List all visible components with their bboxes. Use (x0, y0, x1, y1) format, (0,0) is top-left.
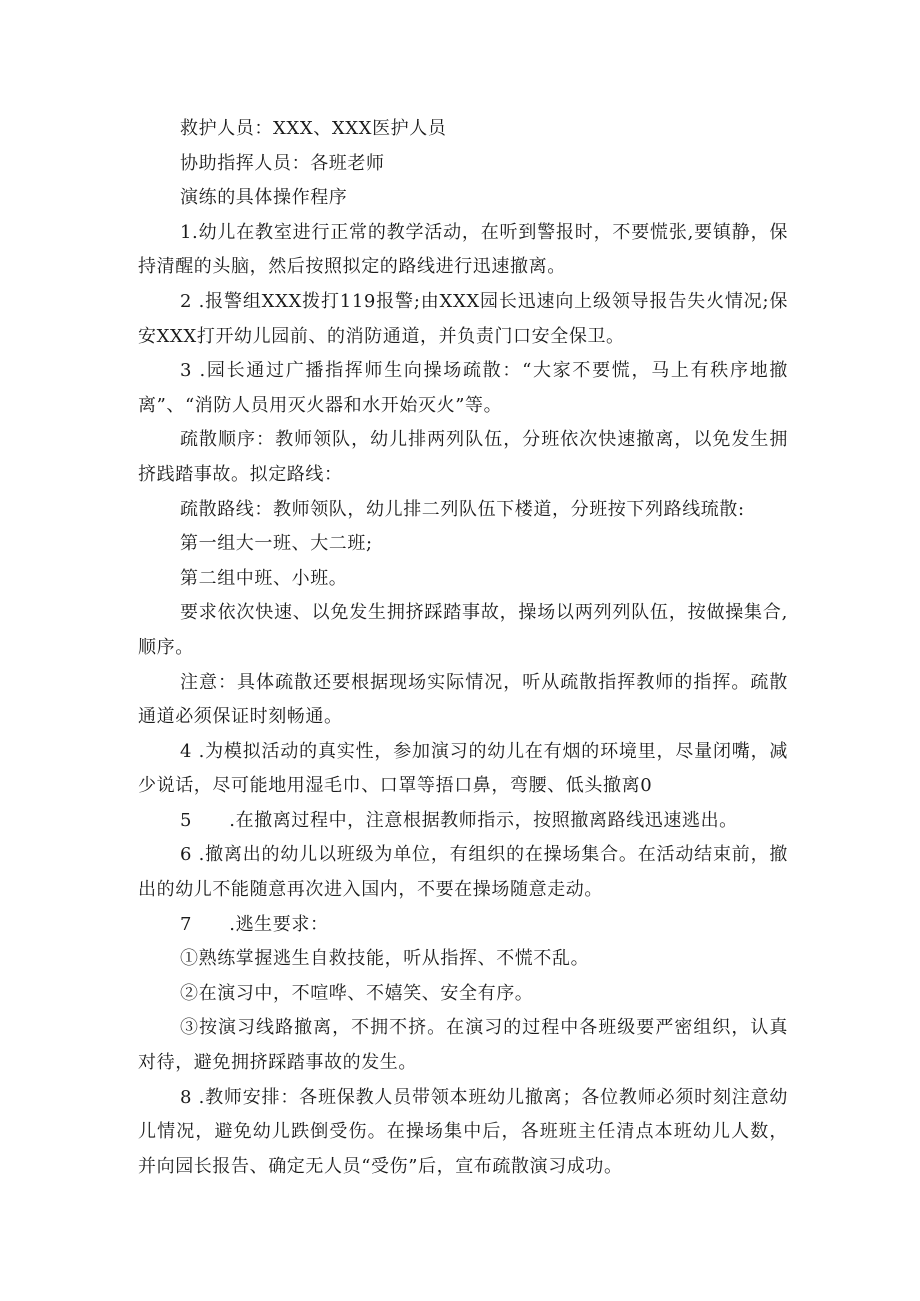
paragraph-group-1: 第一组大一班、大二班; (180, 533, 373, 555)
paragraph-step-3: 3 .园长通过广播指挥师生向操场疏散：“大家不要慌，马上有秩序地撤离”、“消防人员用灭火器和水开始灭火”等。 (138, 360, 788, 416)
paragraph-escape-item-3: ③按演习线路撤离，不拥不挤。在演习的过程中各班级要严密组织，认真对待，避免拥挤踩踏事故的发生。 (138, 1017, 788, 1074)
paragraph-escape-item-2: ②在演习中，不喧哗、不嬉笑、安全有序。 (180, 982, 534, 1004)
paragraph-evacuation-route: 疏散路线：教师领队，幼儿排二列队伍下楼道，分班按下列路线琉散: (180, 498, 745, 520)
paragraph-step-1: 1.幼儿在教室进行正常的教学活动，在听到警报时，不要慌张,要镇静，保持清醒的头脑，然后按照拟定的路线进行迅速撤离。 (138, 221, 788, 278)
paragraph-step-8: 8 .教师安排：各班保教人员带领本班幼儿撤离；各位教师必须时刻注意幼儿情况，避免幼儿跌倒受伤。在操场集中后，各班班主任清点本班幼儿人数，并向园长报告、确定无人员“受伤”后，宣布疏散演习成功。 (138, 1086, 788, 1177)
paragraph-escape-item-1: ①熟练掌握逃生自救技能，听从指挥、不慌不乱。 (180, 948, 590, 970)
paragraph-step-2: 2 .报警组XXX拨打119报警;由XXX园长迅速向上级领导报告失火情况;保安XXX打开幼儿园前、的消防通道，并负责门口安全保卫。 (138, 290, 788, 347)
paragraph-evacuation-order: 疏散顺序：教师领队，幼儿排两列队伍，分班依次快速撤离，以免发生拥挤践踏事故。拟定路线： (138, 429, 788, 485)
paragraph-rescue-staff: 救护人员：XXX、XXX医护人员 (180, 118, 447, 139)
paragraph-group-2: 第二组中班、小班。 (180, 567, 348, 589)
paragraph-step-4: 4 .为模拟活动的真实性，参加演习的幼儿在有烟的环境里，尽量闭嘴，减少说话，尽可能地用湿毛巾、口罩等捂口鼻，弯腰、低头撤离0 (138, 740, 788, 797)
paragraph-procedure-heading: 演练的具体操作程序 (180, 187, 348, 209)
paragraph-step-5: 5 .在撤离过程中，注意根据教师指示，按照撤离路线迅速逃出。 (180, 809, 738, 831)
paragraph-note: 注意：具体疏散还要根据现场实际情况，听从疏散指挥教师的指挥。疏散通道必须保证时刻畅通。 (138, 671, 788, 728)
paragraph-step-6: 6 .撤离出的幼儿以班级为单位，有组织的在操场集合。在活动结束前，撤出的幼儿不能随意再次进入国内，不要在操场随意走动。 (138, 844, 788, 901)
document-body (138, 112, 788, 1184)
paragraph-assist-command: 协助指挥人员：各班老师 (180, 152, 385, 174)
paragraph-requirements: 要求依次快速、以免发生拥挤踩踏事故，操场以两列列队伍，按做操集合,顺序。 (138, 602, 788, 658)
paragraph-step-7: 7 .逃生要求： (180, 913, 329, 935)
